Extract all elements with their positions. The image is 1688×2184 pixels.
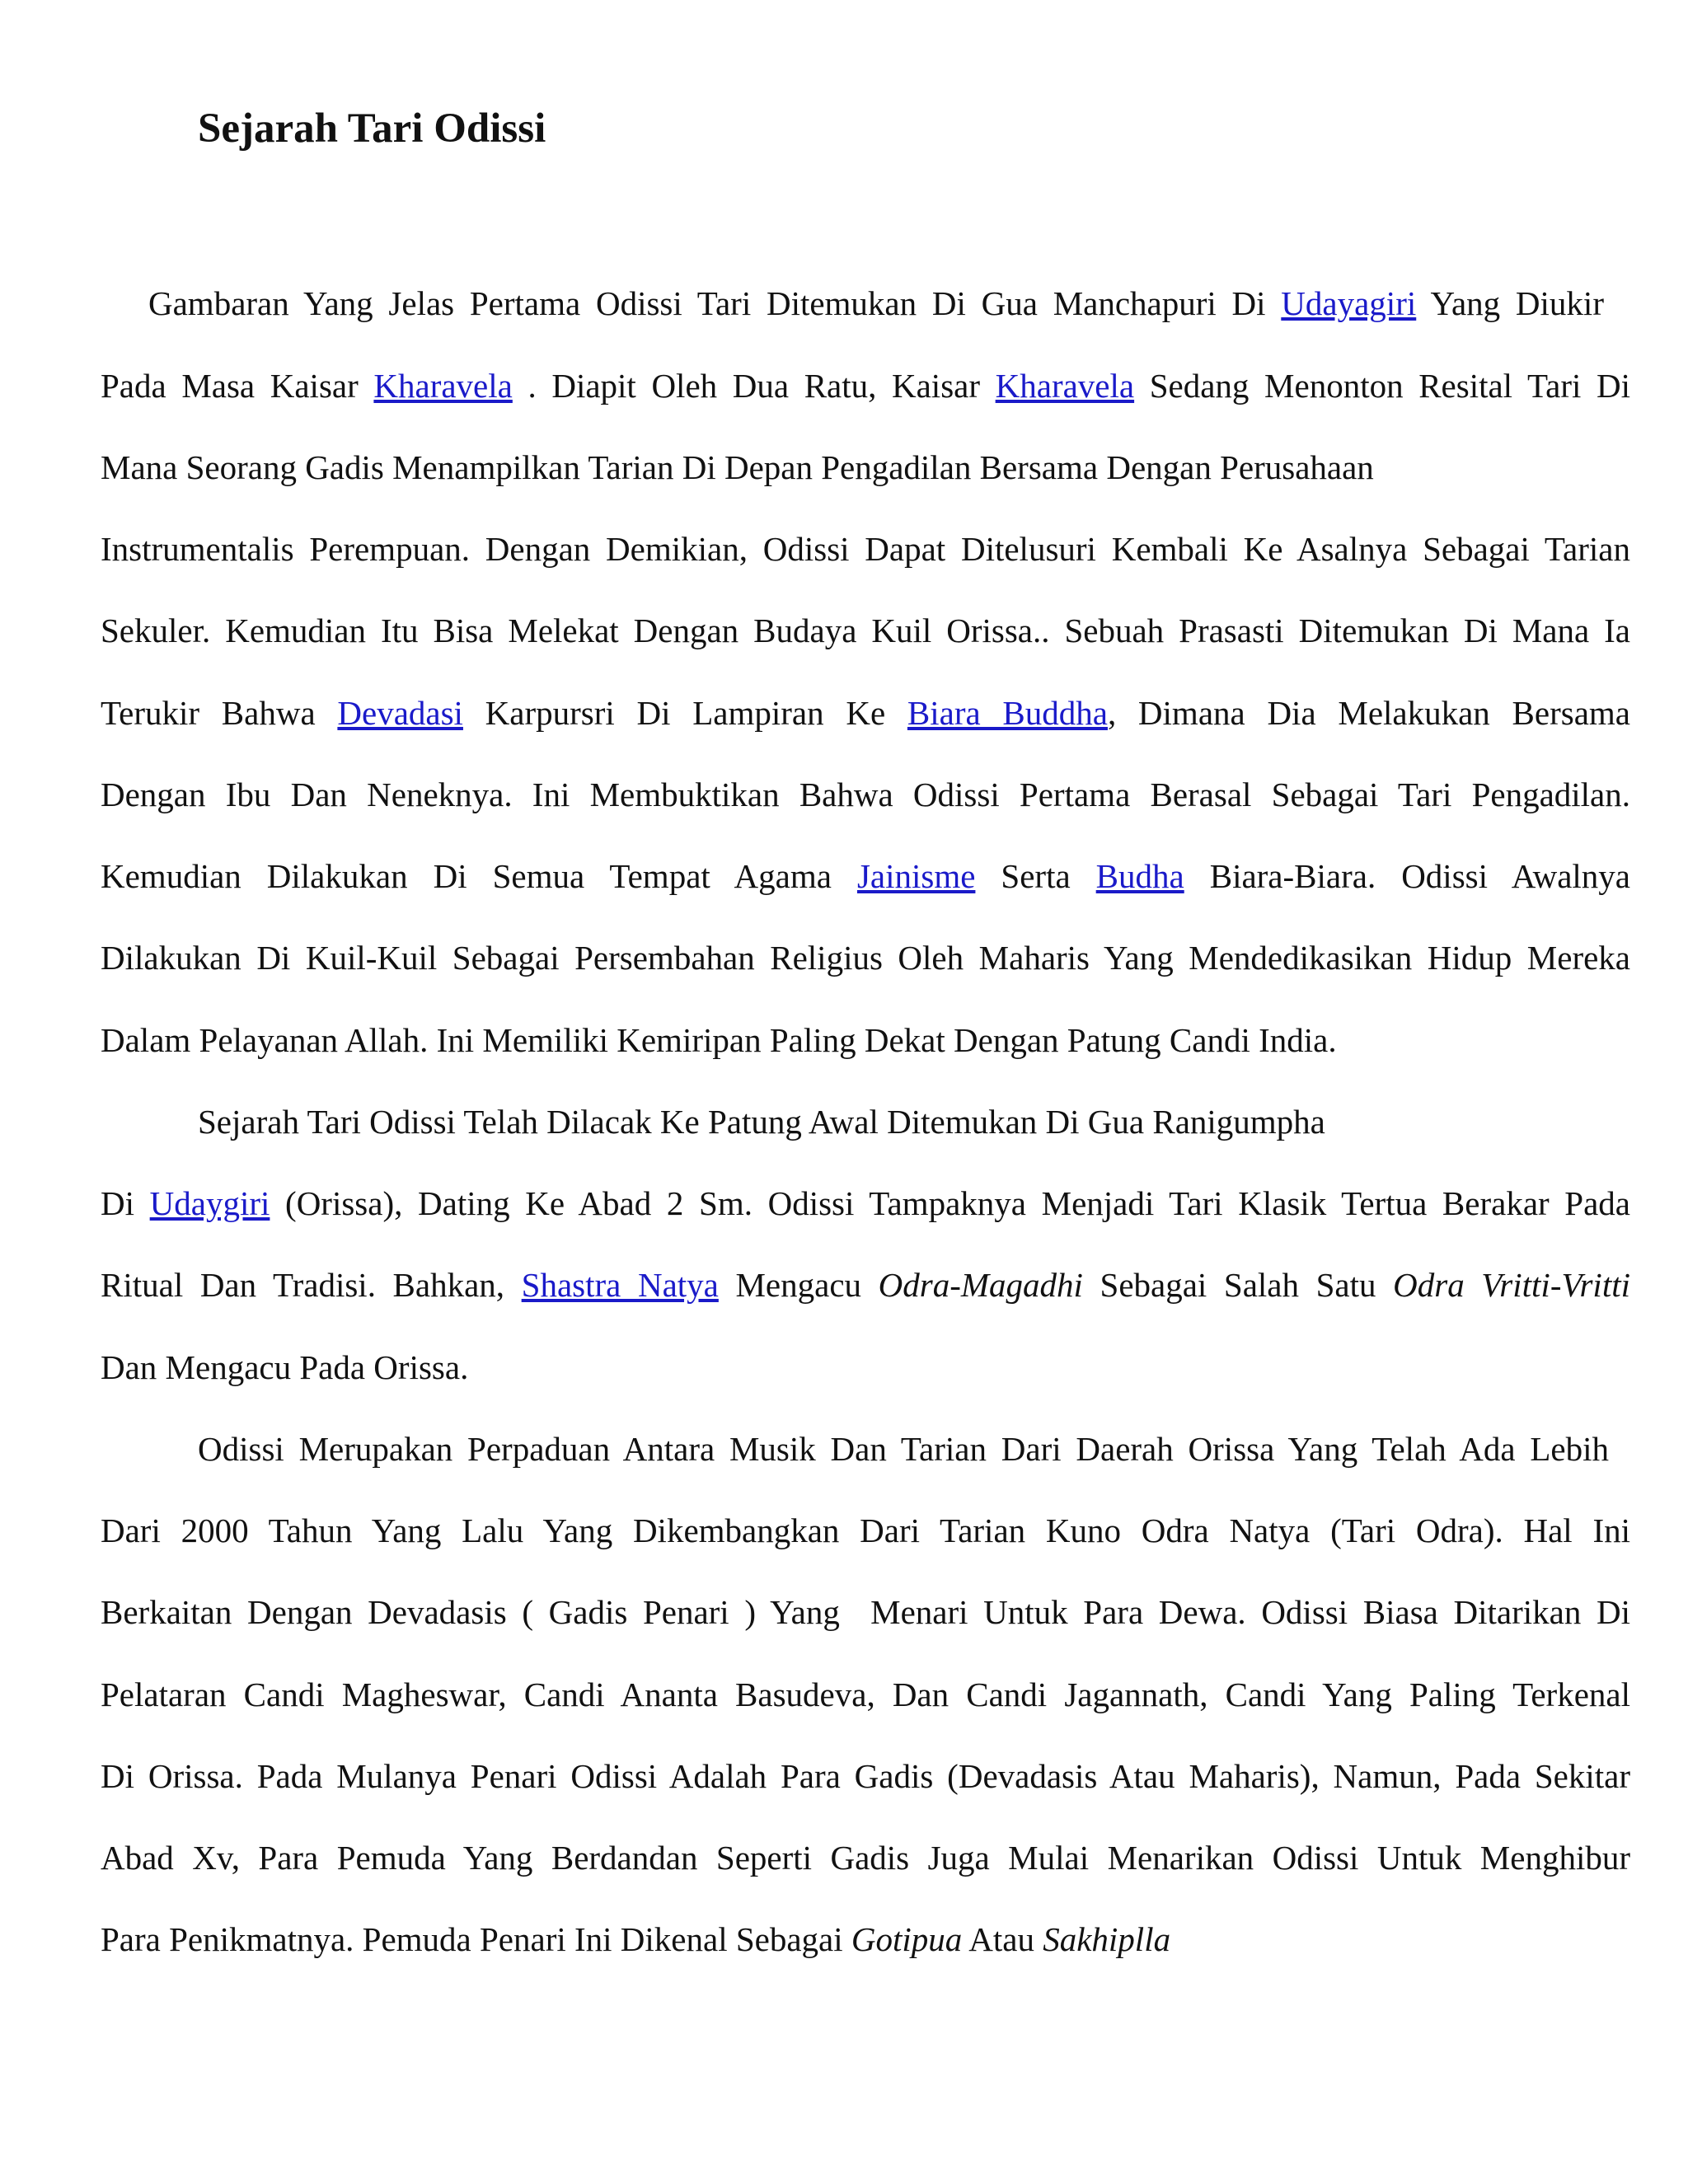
paragraph-3-line-1: Odissi Merupakan Perpaduan Antara Musik Dan Tarian Dari Daerah Orissa Yang Telah Ada Lebih (198, 1430, 1609, 1468)
text-run: Ritual Dan Tradisi. Bahkan, (101, 1266, 522, 1304)
document-title: Sejarah Tari Odissi (198, 105, 546, 152)
paragraph-1-line-5: Sekuler. Kemudian Itu Bisa Melekat Dengan Budaya Kuil Orissa.. Sebuah Prasasti Ditemukan Di Mana Ia (101, 612, 1630, 649)
link-budha[interactable]: Budha (1095, 857, 1184, 895)
text-run: Terukir Bahwa (101, 694, 338, 732)
link-kharavela-2[interactable]: Kharavela (995, 367, 1135, 405)
italic-term: Odra-Magadhi (878, 1266, 1083, 1304)
text-run: , Dimana Dia Melakukan Bersama (1107, 694, 1630, 732)
text-run: Gambaran Yang Jelas Pertama Odissi Tari Ditemukan Di Gua Manchapuri Di (148, 284, 1282, 322)
text-run: Pada Masa Kaisar (101, 367, 374, 405)
paragraph-1-line-7: Dengan Ibu Dan Neneknya. Ini Membuktikan Bahwa Odissi Pertama Berasal Sebagai Tari Pengadilan. (101, 776, 1630, 813)
paragraph-3-line-4: Pelataran Candi Magheswar, Candi Ananta Basudeva, Dan Candi Jagannath, Candi Yang Paling Terkenal (101, 1675, 1630, 1713)
link-udaygiri[interactable]: Udaygiri (149, 1184, 270, 1222)
paragraph-1-line-6 (101, 691, 1630, 734)
paragraph-1-line-9: Dilakukan Di Kuil-Kuil Sebagai Persembahan Religius Oleh Maharis Yang Mendedikasikan Hidup Mereka (101, 939, 1630, 977)
paragraph-1-line-2 (101, 364, 1630, 407)
link-devadasi[interactable]: Devadasi (337, 694, 463, 732)
link-udayagiri[interactable]: Udayagiri (1281, 284, 1417, 322)
text-run: Yang Diukir (1416, 284, 1604, 322)
paragraph-3-line-2: Dari 2000 Tahun Yang Lalu Yang Dikembangkan Dari Tarian Kuno Odra Natya (Tari Odra). Hal Ini (101, 1511, 1630, 1549)
paragraph-1-line-1 (148, 282, 1604, 325)
text-run: Kemudian Dilakukan Di Semua Tempat Agama (101, 857, 857, 895)
text-run: Sedang Menonton Resital Tari Di (1134, 367, 1631, 405)
paragraph-2-line-3 (101, 1263, 1630, 1306)
text-run: Karpursri Di Lampiran Ke (462, 694, 907, 732)
text-run: (Orissa), Dating Ke Abad 2 Sm. Odissi Tampaknya Menjadi Tari Klasik Tertua Berakar Pada (270, 1184, 1631, 1222)
text-run: Di (101, 1184, 150, 1222)
text-run: Biara-Biara. Odissi Awalnya (1184, 857, 1630, 895)
italic-term: Odra Vritti-Vritti (1393, 1266, 1630, 1304)
text-run: Mengacu (718, 1266, 879, 1304)
paragraph-1-line-3: Mana Seorang Gadis Menampilkan Tarian Di Depan Pengadilan Bersama Dengan Perusahaan (101, 448, 1374, 486)
text-run: Para Penikmatnya. Pemuda Penari Ini Dikenal Sebagai (101, 1920, 851, 1958)
text-run: Sebagai Salah Satu (1082, 1266, 1394, 1304)
paragraph-3-line-7 (101, 1918, 1170, 1961)
paragraph-3-line-3: Berkaitan Dengan Devadasis ( Gadis Penari ) Yang Menari Untuk Para Dewa. Odissi Biasa Ditarikan Di (101, 1593, 1630, 1631)
paragraph-2-line-2 (101, 1182, 1630, 1225)
link-jainisme[interactable]: Jainisme (856, 857, 976, 895)
text-run: . Diapit Oleh Dua Ratu, Kaisar (512, 367, 996, 405)
text-run: Atau (962, 1920, 1043, 1958)
italic-term: Gotipua (851, 1920, 963, 1958)
text-run: Serta (975, 857, 1096, 895)
paragraph-1-line-4: Instrumentalis Perempuan. Dengan Demikian, Odissi Dapat Ditelusuri Kembali Ke Asalnya Sebagai Tarian (101, 530, 1630, 568)
link-shastra-natya[interactable]: Shastra Natya (521, 1266, 719, 1304)
paragraph-3-line-6: Abad Xv, Para Pemuda Yang Berdandan Seperti Gadis Juga Mulai Menarikan Odissi Untuk Menghibur (101, 1839, 1630, 1877)
paragraph-1-line-8 (101, 855, 1630, 898)
link-biara-buddha[interactable]: Biara Buddha (907, 694, 1108, 732)
paragraph-2-line-4: Dan Mengacu Pada Orissa. (101, 1348, 469, 1386)
italic-term: Sakhiplla (1043, 1920, 1171, 1958)
paragraph-3-line-5: Di Orissa. Pada Mulanya Penari Odissi Adalah Para Gadis (Devadasis Atau Maharis), Namun, Pada Sekitar (101, 1757, 1630, 1795)
paragraph-2-line-1: Sejarah Tari Odissi Telah Dilacak Ke Patung Awal Ditemukan Di Gua Ranigumpha (198, 1103, 1325, 1141)
link-kharavela[interactable]: Kharavela (373, 367, 513, 405)
paragraph-1-line-10: Dalam Pelayanan Allah. Ini Memiliki Kemiripan Paling Dekat Dengan Patung Candi India. (101, 1021, 1337, 1059)
